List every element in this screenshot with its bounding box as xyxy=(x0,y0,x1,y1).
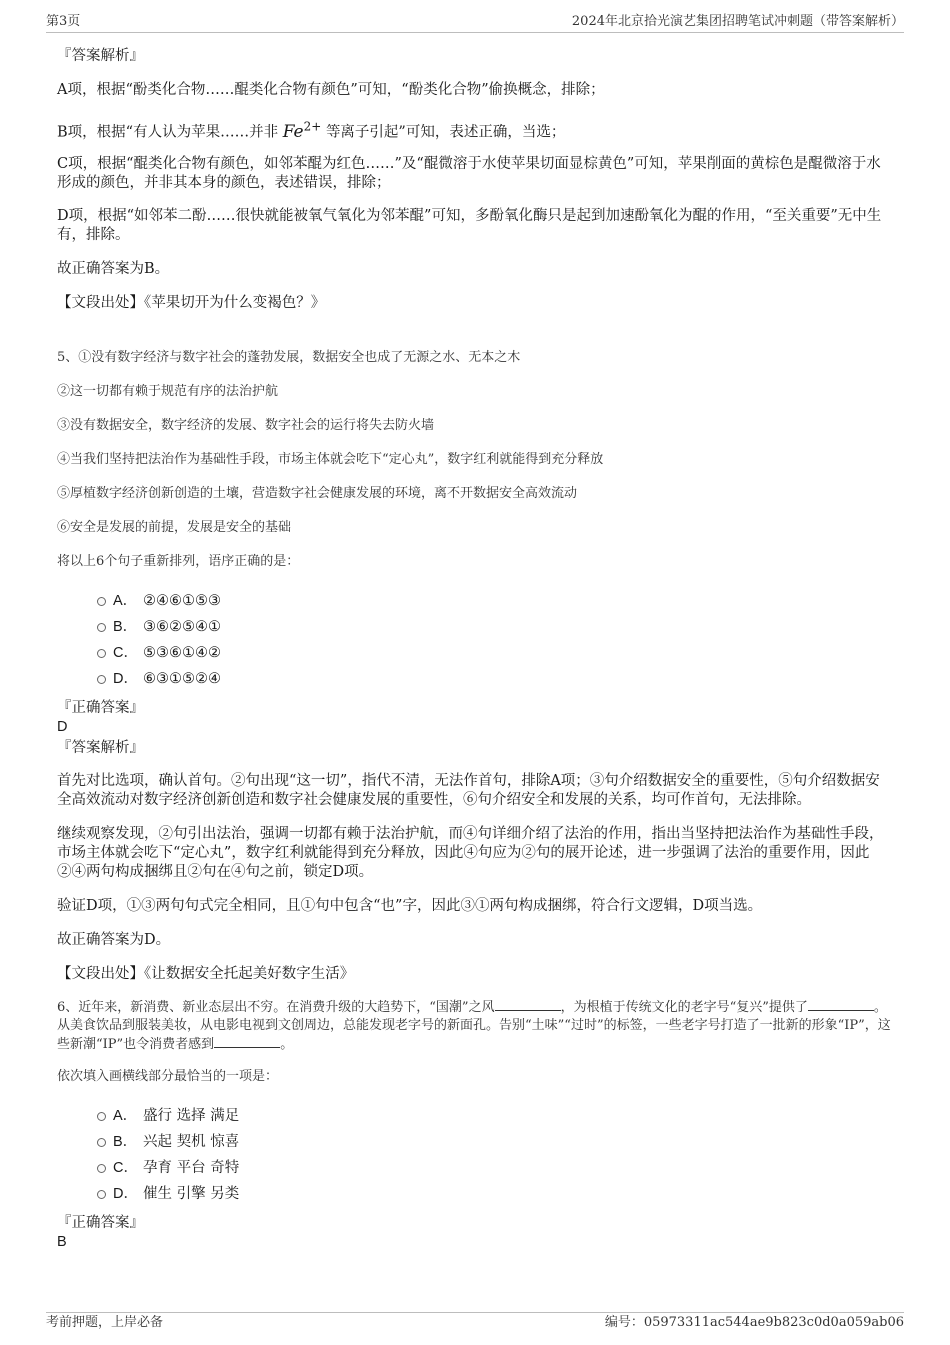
options-list xyxy=(57,1103,893,1207)
analysis-2: 继续观察发现，②句引出法治，强调一切都有赖于法治护航，而④句详细介绍了法治的作用，指出当坚持把法治作为基础性手段，市场主体就会吃下“定心丸”，数字红利就能得到充分释放，因此④句应为②句的展开论述，进一步强调了法治的重要作用，因此②④两句构成捆绑且②句在④句之前，锁定D项。 xyxy=(57,825,884,880)
blank-3 xyxy=(214,1035,280,1048)
correct-answer: D xyxy=(57,718,68,735)
question-prompt: 将以上6个句子重新排列，语序正确的是： xyxy=(57,553,300,569)
question-6 xyxy=(57,998,893,1251)
analysis-1: 首先对比选项，确认首句。②句出现“这一切”，指代不清，无法作首句，排除A项；③句介绍数据安全的重要性，⑤句介绍数据安全高效流动对数字经济创新创造和数字社会健康发展的重要性，⑥句介绍安全和发展的关系，均可作首句，无法排除。 xyxy=(57,772,880,808)
blank-1 xyxy=(495,998,561,1011)
sentence-1: 5、①没有数字经济与数字社会的蓬勃发展，数据安全也成了无源之水、无本之木 xyxy=(57,349,521,365)
source: 【文段出处】《苹果切开为什么变褐色？》 xyxy=(57,294,326,311)
question-5 xyxy=(57,349,893,984)
correct-answer-label: 『正确答案』 xyxy=(57,699,144,716)
option-d[interactable]: D． ⑥③①⑤②④ xyxy=(57,666,893,692)
page-footer xyxy=(46,1312,904,1333)
correct-answer-label: 『正确答案』 xyxy=(57,1214,144,1231)
page-content xyxy=(57,44,893,1251)
radio-icon[interactable] xyxy=(97,1190,106,1199)
option-d[interactable]: D． 催生 引擎 另类 xyxy=(57,1181,893,1207)
document-title: 2024年北京拾光演艺集团招聘笔试冲刺题（带答案解析） xyxy=(571,14,904,29)
source: 【文段出处】《让数据安全托起美好数字生活》 xyxy=(57,965,355,982)
question-prompt: 依次填入画横线部分最恰当的一项是： xyxy=(57,1068,279,1084)
question-text: 6、近年来，新消费、新业态层出不穷。在消费升级的大趋势下，“国潮”之风 ，为根植于传统文化的老字号“复兴”提供了 。从美食饮品到服装美妆，从电影电视到文创周边，总能发现老字号的新面孔。告别“土味”“过时”的标签，一些老字号打造了一批新的形象“IP”，这些新潮“IP”也令消费者感到 。 xyxy=(57,999,891,1052)
sentence-5: ⑤厚植数字经济创新创造的土壤，营造数字社会健康发展的环境，离不开数据安全高效流动 xyxy=(57,485,578,501)
conclusion: 故正确答案为B。 xyxy=(57,260,170,277)
fe-ion-formula: $Fe^{2+}$ xyxy=(282,119,322,142)
radio-icon[interactable] xyxy=(97,623,106,632)
option-c[interactable]: C． 孕育 平台 奇特 xyxy=(57,1155,893,1181)
options-list xyxy=(57,588,893,692)
footer-slogan: 考前押题，上岸必备 xyxy=(46,1315,164,1330)
analysis-3: 验证D项，①③两句句式完全相同，且①句中包含“也”字，因此③①两句构成捆绑，符合行文逻辑，D项当选。 xyxy=(57,897,763,914)
radio-icon[interactable] xyxy=(97,1112,106,1121)
analysis-label: 『答案解析』 xyxy=(57,739,144,756)
option-b[interactable]: B． ③⑥②⑤④① xyxy=(57,614,893,640)
radio-icon[interactable] xyxy=(97,1138,106,1147)
analysis-b-pre: B项，根据“有人认为苹果……并非 xyxy=(57,124,279,141)
document-id: 编号：05973311ac544ae9b823c0d0a059ab06 xyxy=(604,1315,904,1330)
radio-icon[interactable] xyxy=(97,675,106,684)
radio-icon[interactable] xyxy=(97,597,106,606)
option-a[interactable]: A． ②④⑥①⑤③ xyxy=(57,588,893,614)
analysis-label: 『答案解析』 xyxy=(57,48,144,64)
radio-icon[interactable] xyxy=(97,1164,106,1173)
sentence-3: ③没有数据安全，数字经济的发展、数字社会的运行将失去防火墙 xyxy=(57,417,435,433)
correct-answer: B xyxy=(57,1233,67,1250)
page-number: 第3页 xyxy=(46,14,81,29)
option-c[interactable]: C． ⑤③⑥①④② xyxy=(57,640,893,666)
blank-2 xyxy=(808,998,874,1011)
option-b[interactable]: B． 兴起 契机 惊喜 xyxy=(57,1129,893,1155)
radio-icon[interactable] xyxy=(97,649,106,658)
analysis-b-post: 等离子引起”可知，表述正确，当选； xyxy=(325,124,566,141)
option-a[interactable]: A． 盛行 选择 满足 xyxy=(57,1103,893,1129)
analysis-a: A项，根据“酚类化合物……醌类化合物有颜色”可知，“酚类化合物”偷换概念，排除； xyxy=(57,82,605,98)
conclusion: 故正确答案为D。 xyxy=(57,931,171,948)
analysis-c: C项，根据“醌类化合物有颜色，如邻苯醌为红色……”及“醌微溶于水使苹果切面显棕黄色”可知，苹果削面的黄棕色是醌微溶于水形成的颜色，并非其本身的颜色，表述错误，排除； xyxy=(57,155,881,191)
sentence-6: ⑥安全是发展的前提，发展是安全的基础 xyxy=(57,519,292,535)
page-header xyxy=(46,14,904,33)
analysis-b xyxy=(57,117,893,143)
sentence-2: ②这一切都有赖于规范有序的法治护航 xyxy=(57,383,279,399)
sentence-4: ④当我们坚持把法治作为基础性手段，市场主体就会吃下“定心丸”，数字红利就能得到充分释放 xyxy=(57,451,604,467)
analysis-d: D项，根据“如邻苯二酚……很快就能被氧气氧化为邻苯醌”可知，多酚氧化酶只是起到加速酚氧化为醌的作用，“至关重要”无中生有，排除。 xyxy=(57,207,882,243)
